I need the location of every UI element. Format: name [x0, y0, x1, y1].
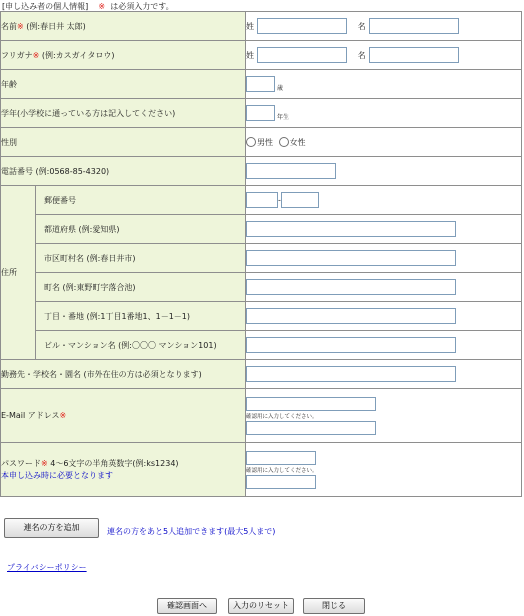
name-row: [1, 12, 522, 41]
gender-female-label: 女性: [289, 137, 306, 147]
workplace-input[interactable]: [246, 366, 456, 382]
city-input[interactable]: [246, 250, 456, 266]
postal-row: [1, 186, 522, 215]
add-companion-button[interactable]: 連名の方を追加: [4, 518, 99, 538]
password-label: パスワード: [1, 459, 41, 468]
building-row: [1, 331, 522, 360]
address-group-label: 住所: [1, 268, 17, 277]
password-rule: 4～6文字の半角英数字(例:ks1234): [50, 459, 179, 468]
privacy-policy-link[interactable]: プライバシーポリシー: [7, 563, 87, 572]
name-example: (例:春日井 太郎): [26, 21, 86, 31]
gender-male-radio[interactable]: [246, 137, 256, 147]
required-mark: ※: [98, 2, 106, 11]
sei-label: 姓: [246, 50, 255, 60]
intro-heading: [申し込み者の個人情報]: [2, 2, 89, 11]
grade-input[interactable]: [246, 105, 275, 121]
age-input[interactable]: [246, 76, 275, 92]
reset-button[interactable]: 入力のリセット: [228, 598, 294, 614]
postal-label: 郵便番号: [36, 186, 246, 215]
mei-label: 名: [357, 50, 366, 60]
phone-row: [1, 157, 522, 186]
age-row: [1, 70, 522, 99]
furigana-sei-input[interactable]: [257, 47, 347, 63]
gender-row: [1, 128, 522, 157]
building-label: ビル・マンション名 (例:〇〇〇 マンション101): [36, 331, 246, 360]
furigana-label: フリガナ: [1, 50, 33, 60]
town-input[interactable]: [246, 279, 456, 295]
postal-code-first-input[interactable]: [246, 192, 278, 208]
required-mark: ※: [59, 411, 67, 420]
block-label: 丁目・番地 (例:1丁目1番地1、1－1－1): [36, 302, 246, 331]
password-confirm-input[interactable]: [246, 475, 316, 489]
required-mark: ※: [32, 50, 40, 60]
personal-info-table: [0, 11, 522, 497]
workplace-row: [1, 360, 522, 389]
name-label: 名前: [1, 21, 17, 31]
password-input[interactable]: [246, 451, 316, 465]
furigana-example: (例:カスガイタロウ): [41, 50, 115, 60]
sei-label: 姓: [246, 21, 255, 31]
required-mark: ※: [41, 459, 48, 468]
gender-label: 性別: [1, 128, 246, 157]
age-label: 年齢: [1, 70, 246, 99]
close-button[interactable]: 閉じる: [303, 598, 365, 614]
gender-female-radio[interactable]: [279, 137, 289, 147]
block-input[interactable]: [246, 308, 456, 324]
add-companion-note: 連名の方をあと5人追加できます(最大5人まで): [107, 527, 276, 536]
postal-code-second-input[interactable]: [281, 192, 319, 208]
email-label: E-Mail アドレス: [1, 411, 60, 420]
required-mark: ※: [17, 21, 24, 31]
prefecture-label: 都道府県 (例:愛知県): [36, 215, 246, 244]
password-note: 本申し込み時に必要となります: [1, 471, 113, 480]
workplace-label: 勤務先・学校名・園名 (市外在住の方は必須となります): [1, 360, 246, 389]
confirm-button[interactable]: 確認画面へ: [157, 598, 217, 614]
block-row: [1, 302, 522, 331]
furigana-mei-input[interactable]: [369, 47, 459, 63]
email-input[interactable]: [246, 397, 376, 411]
city-row: [1, 244, 522, 273]
town-label: 町名 (例:東野町字落合池): [36, 273, 246, 302]
city-label: 市区町村名 (例:春日井市): [36, 244, 246, 273]
age-unit: 歳: [277, 85, 284, 92]
phone-input[interactable]: [246, 163, 336, 179]
prefecture-input[interactable]: [246, 221, 456, 237]
email-confirm-input[interactable]: [246, 421, 376, 435]
grade-row: [1, 99, 522, 128]
name-mei-input[interactable]: [369, 18, 459, 34]
email-confirm-hint: 確認用に入力してください。: [246, 413, 318, 420]
prefecture-row: [1, 215, 522, 244]
grade-label: 学年(小学校に通っている方は記入してください): [1, 99, 246, 128]
mei-label: 名: [357, 21, 366, 31]
building-input[interactable]: [246, 337, 456, 353]
phone-label: 電話番号 (例:0568-85-4320): [1, 157, 246, 186]
intro-note: は必須入力です。: [110, 2, 174, 11]
gender-male-label: 男性: [257, 137, 274, 147]
password-row: [1, 443, 522, 497]
furigana-row: [1, 41, 522, 70]
town-row: [1, 273, 522, 302]
postal-dash: -: [278, 195, 281, 205]
email-row: [1, 389, 522, 443]
grade-unit: 年生: [277, 114, 290, 121]
name-sei-input[interactable]: [257, 18, 347, 34]
password-confirm-hint: 確認用に入力してください。: [246, 467, 318, 474]
